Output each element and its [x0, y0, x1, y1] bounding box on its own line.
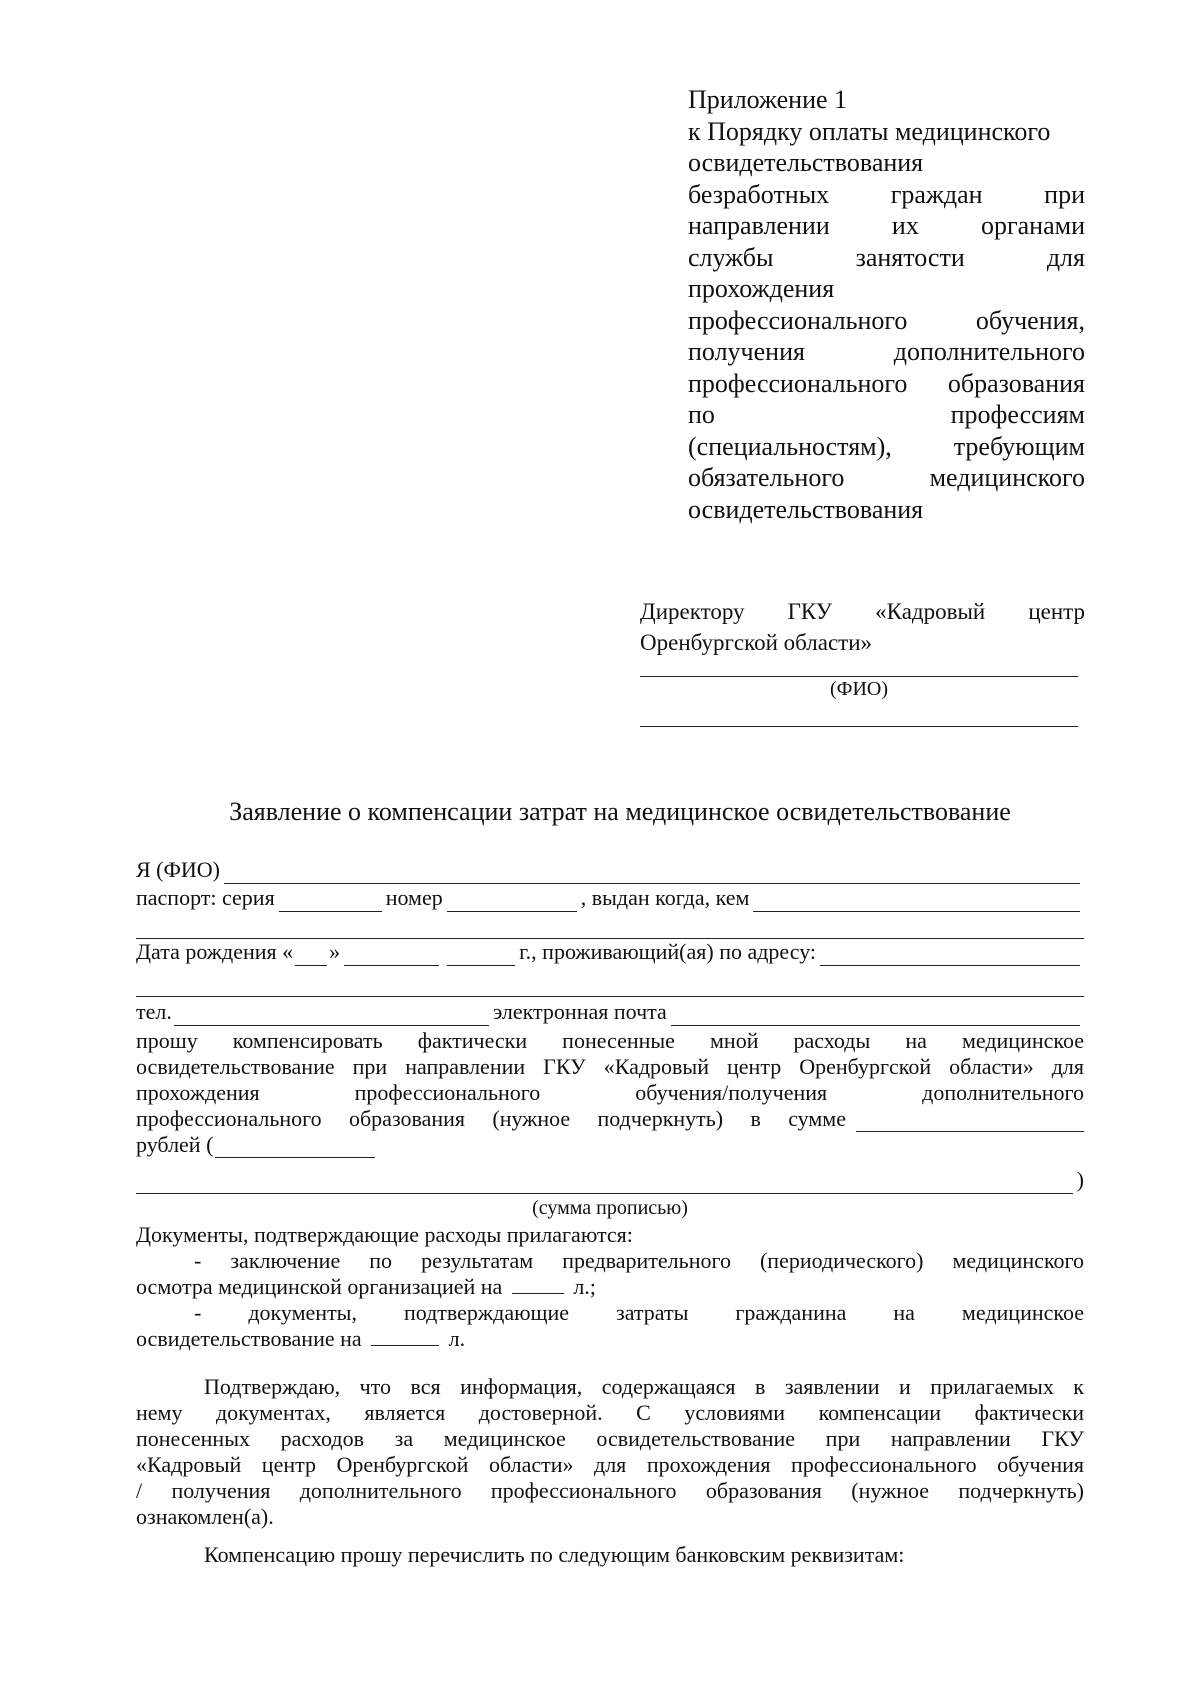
sum-words-field[interactable] — [136, 1171, 1073, 1194]
addressee-signature-line[interactable] — [640, 726, 1078, 727]
document-item-2-cont — [136, 1326, 1084, 1352]
fio-field[interactable] — [224, 861, 1080, 884]
address-field[interactable] — [820, 943, 1080, 966]
confirm-line: Подтверждаю, что вся информация, содержащаяся в заявлении и прилагаемых к — [204, 1374, 1084, 1399]
pages-count-field-1[interactable] — [512, 1275, 564, 1294]
address-label: г., проживающий(ая) по адресу: — [519, 939, 817, 964]
appendix-header — [688, 84, 1085, 525]
confirm-line: ознакомлен(а). — [136, 1504, 274, 1529]
appendix-line: прохождения — [688, 274, 835, 303]
email-label: электронная почта — [492, 999, 667, 1024]
appendix-line: безработных граждан при — [688, 179, 1085, 209]
appendix-line: службы занятости для — [688, 242, 1085, 272]
bank-details-text: Компенсацию прошу перечислить по следующим банковским реквизитам: — [204, 1542, 905, 1567]
fio-row — [136, 856, 1084, 884]
passport-series-field[interactable] — [279, 889, 382, 912]
document-item-1: - заключение по результатам предварительного (периодического) медицинского — [194, 1248, 1084, 1273]
birth-date-label: Дата рождения « — [136, 939, 294, 964]
birth-row — [136, 938, 1084, 966]
addressee-block — [640, 596, 1085, 658]
request-sum-row — [136, 1106, 1084, 1132]
passport-issued-field[interactable] — [753, 889, 1080, 912]
fio-label: Я (ФИО) — [136, 857, 220, 882]
passport-row — [136, 884, 1084, 912]
sum-close-paren: ) — [1076, 1167, 1084, 1192]
confirm-line: понесенных расходов за медицинское освидетельствование при направлении ГКУ — [136, 1426, 1084, 1451]
contact-row — [136, 998, 1084, 1026]
phone-label: тел. — [136, 999, 172, 1024]
request-paragraph — [136, 1028, 1084, 1158]
appendix-line: получения дополнительного — [688, 337, 1085, 366]
document-item-2: - документы, подтверждающие затраты гражданина на медицинское — [194, 1300, 1084, 1325]
birth-date-close: » — [329, 939, 341, 964]
document-item-1-cont — [136, 1274, 1084, 1300]
request-line: освидетельствование при направлении ГКУ «Кадровый центр Оренбургской области» для — [136, 1054, 1084, 1079]
request-rubles-row — [136, 1132, 1084, 1158]
request-line: профессионального образования (нужное подчеркнуть) в сумме — [136, 1106, 846, 1131]
bank-details-intro — [136, 1542, 1084, 1568]
confirmation-paragraph — [136, 1374, 1084, 1530]
appendix-line: к Порядку оплаты медицинского — [688, 116, 1051, 146]
birth-day-field[interactable] — [295, 943, 327, 966]
appendix-line: направлении их органами — [688, 211, 1085, 240]
phone-field[interactable] — [174, 1003, 489, 1026]
pages-count-field-2[interactable] — [371, 1327, 439, 1346]
document-item-2-pages-unit: л. — [448, 1326, 466, 1351]
appendix-line: профессионального обучения, — [688, 305, 1085, 335]
addressee-line-2: Оренбургской области» — [640, 630, 873, 655]
sum-words-start-field[interactable] — [215, 1135, 375, 1158]
confirm-line: «Кадровый центр Оренбургской области» для прохождения профессионального обучения — [136, 1452, 1084, 1477]
documents-section — [136, 1222, 1084, 1352]
appendix-line: профессионального образования — [688, 368, 1085, 398]
appendix-line: Приложение 1 — [688, 85, 848, 114]
document-title: Заявление о компенсации затрат на медицинское освидетельствование — [229, 797, 1011, 826]
fio-caption: (ФИО) — [829, 678, 888, 700]
sum-digits-field[interactable] — [856, 1109, 1084, 1132]
document-item-1-text: осмотра медицинской организацией на — [136, 1274, 503, 1299]
email-field[interactable] — [671, 1003, 1080, 1026]
appendix-line: освидетельствования — [688, 494, 924, 524]
appendix-line: обязательного медицинского — [688, 463, 1085, 492]
birth-year-field[interactable] — [447, 943, 515, 966]
sum-words-caption: (сумма прописью) — [532, 1197, 688, 1219]
passport-number-field[interactable] — [447, 889, 577, 912]
addressee-line-1: Директору ГКУ «Кадровый центр — [640, 599, 1085, 624]
birth-month-field[interactable] — [344, 943, 439, 966]
passport-series-label: паспорт: серия — [136, 885, 275, 910]
passport-number-label: номер — [385, 885, 443, 910]
appendix-line: освидетельствования — [688, 148, 924, 177]
passport-issued-label: , выдан когда, кем — [580, 885, 750, 910]
sum-words-row — [136, 1166, 1084, 1194]
document-item-2-text: освидетельствование на — [136, 1326, 362, 1351]
address-continuation-line[interactable] — [136, 996, 1084, 997]
confirm-line: нему документах, является достоверной. С условиями компенсации фактически — [136, 1400, 1084, 1425]
confirm-line: / получения дополнительного профессионального образования (нужное подчеркнуть) — [136, 1478, 1084, 1503]
documents-heading: Документы, подтверждающие расходы прилагаются: — [136, 1222, 633, 1247]
rubles-label: рублей ( — [136, 1132, 214, 1157]
appendix-line: по профессиям — [688, 400, 1085, 429]
request-line: прошу компенсировать фактически понесенные мной расходы на медицинское — [136, 1028, 1084, 1053]
appendix-line: (специальностям), требующим — [688, 431, 1085, 461]
document-item-1-pages-unit: л.; — [573, 1274, 596, 1299]
request-line: прохождения профессионального обучения/получения дополнительного — [136, 1080, 1084, 1105]
